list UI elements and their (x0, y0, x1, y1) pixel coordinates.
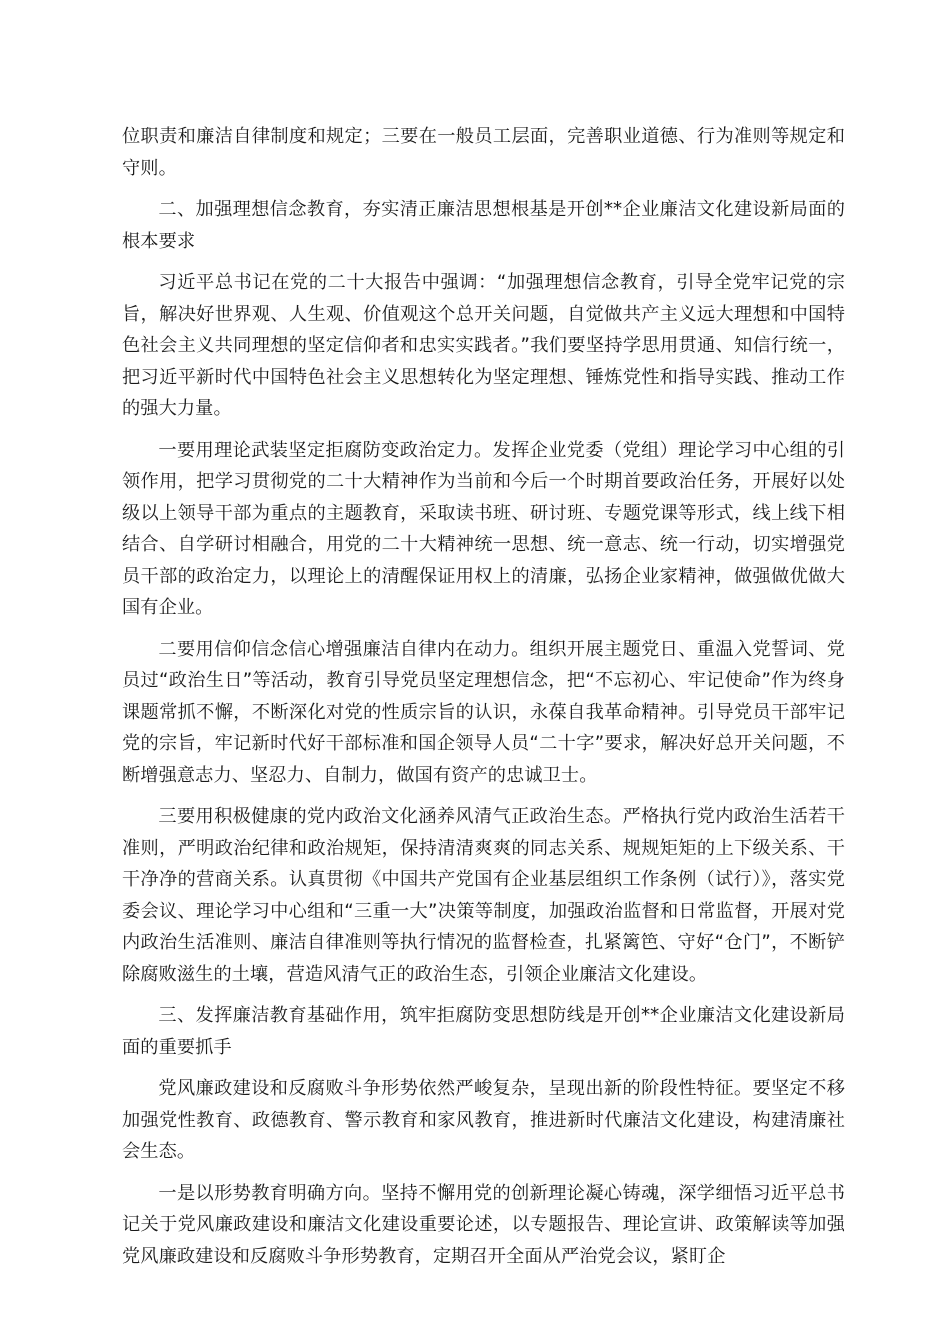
paragraph: 一要用理论武装坚定拒腐防变政治定力。发挥企业党委（党组）理论学习中心组的引领作用，把学习贯彻党的二十大精神作为当前和今后一个时期首要政治任务，开展好以处级以上领导干部为重点的主题教育，采取读书班、研讨班、专题党课等形式，线上线下相结合、自学研讨相融合，用党的二十大精神统一思想、统一意志、统一行动，切实增强党员干部的政治定力，以理论上的清醒保证用权上的清廉，弘扬企业家精神，做强做优做大国有企业。 (122, 439, 845, 618)
paragraph: 三要用积极健康的党内政治文化涵养风清气正政治生态。严格执行党内政治生活若干准则，严明政治纪律和政治规矩，保持清清爽爽的同志关系、规规矩矩的上下级关系、干干净净的营商关系。认真贯彻《中国共产党国有企业基层组织工作条例（试行）》，落实党委会议、理论学习中心组和“三重一大”决策等制度，加强政治监督和日常监督，开展对党内政治生活准则、廉洁自律准则等执行情况的监督检查，扎紧篱笆、守好“仓门”，不断铲除腐败滋生的土壤，营造风清气正的政治生态，引领企业廉洁文化建设。 (122, 806, 845, 985)
document-body (122, 121, 845, 1282)
paragraph: 二要用信仰信念信心增强廉洁自律内在动力。组织开展主题党日、重温入党誓词、党员过“政治生日”等活动，教育引导党员坚定理想信念，把“不忘初心、牢记使命”作为终身课题常抓不懈，不断深化对党的性质宗旨的认识，永葆自我革命精神。引导党员干部牢记党的宗旨，牢记新时代好干部标准和国企领导人员“二十字”要求，解决好总开关问题，不断增强意志力、坚忍力、自制力，做国有资产的忠诚卫士。 (122, 638, 845, 786)
paragraph: 一是以形势教育明确方向。坚持不懈用党的创新理论凝心铸魂，深学细悟习近平总书记关于党风廉政建设和廉洁文化建设重要论述，以专题报告、理论宣讲、政策解读等加强党风廉政建设和反腐败斗争形势教育，定期召开全面从严治党会议，紧盯企 (122, 1182, 845, 1267)
section-heading-2: 二、加强理想信念教育，夯实清正廉洁思想根基是开创**企业廉洁文化建设新局面的根本要求 (122, 199, 845, 252)
paragraph: 党风廉政建设和反腐败斗争形势依然严峻复杂，呈现出新的阶段性特征。要坚定不移加强党性教育、政德教育、警示教育和家风教育，推进新时代廉洁文化建设，构建清廉社会生态。 (122, 1078, 845, 1162)
paragraph-continuation: 位职责和廉洁自律制度和规定；三要在一般员工层面，完善职业道德、行为准则等规定和守则。 (122, 126, 845, 179)
paragraph: 习近平总书记在党的二十大报告中强调：“加强理想信念教育，引导全党牢记党的宗旨，解决好世界观、人生观、价值观这个总开关问题，自觉做共产主义远大理想和中国特色社会主义共同理想的坚定信仰者和忠实实践者。”我们要坚持学思用贯通、知信行统一，把习近平新时代中国特色社会主义思想转化为坚定理想、锤炼党性和指导实践、推动工作的强大力量。 (122, 272, 845, 419)
section-heading-3: 三、发挥廉洁教育基础作用，筑牢拒腐防变思想防线是开创**企业廉洁文化建设新局面的重要抓手 (122, 1005, 845, 1058)
